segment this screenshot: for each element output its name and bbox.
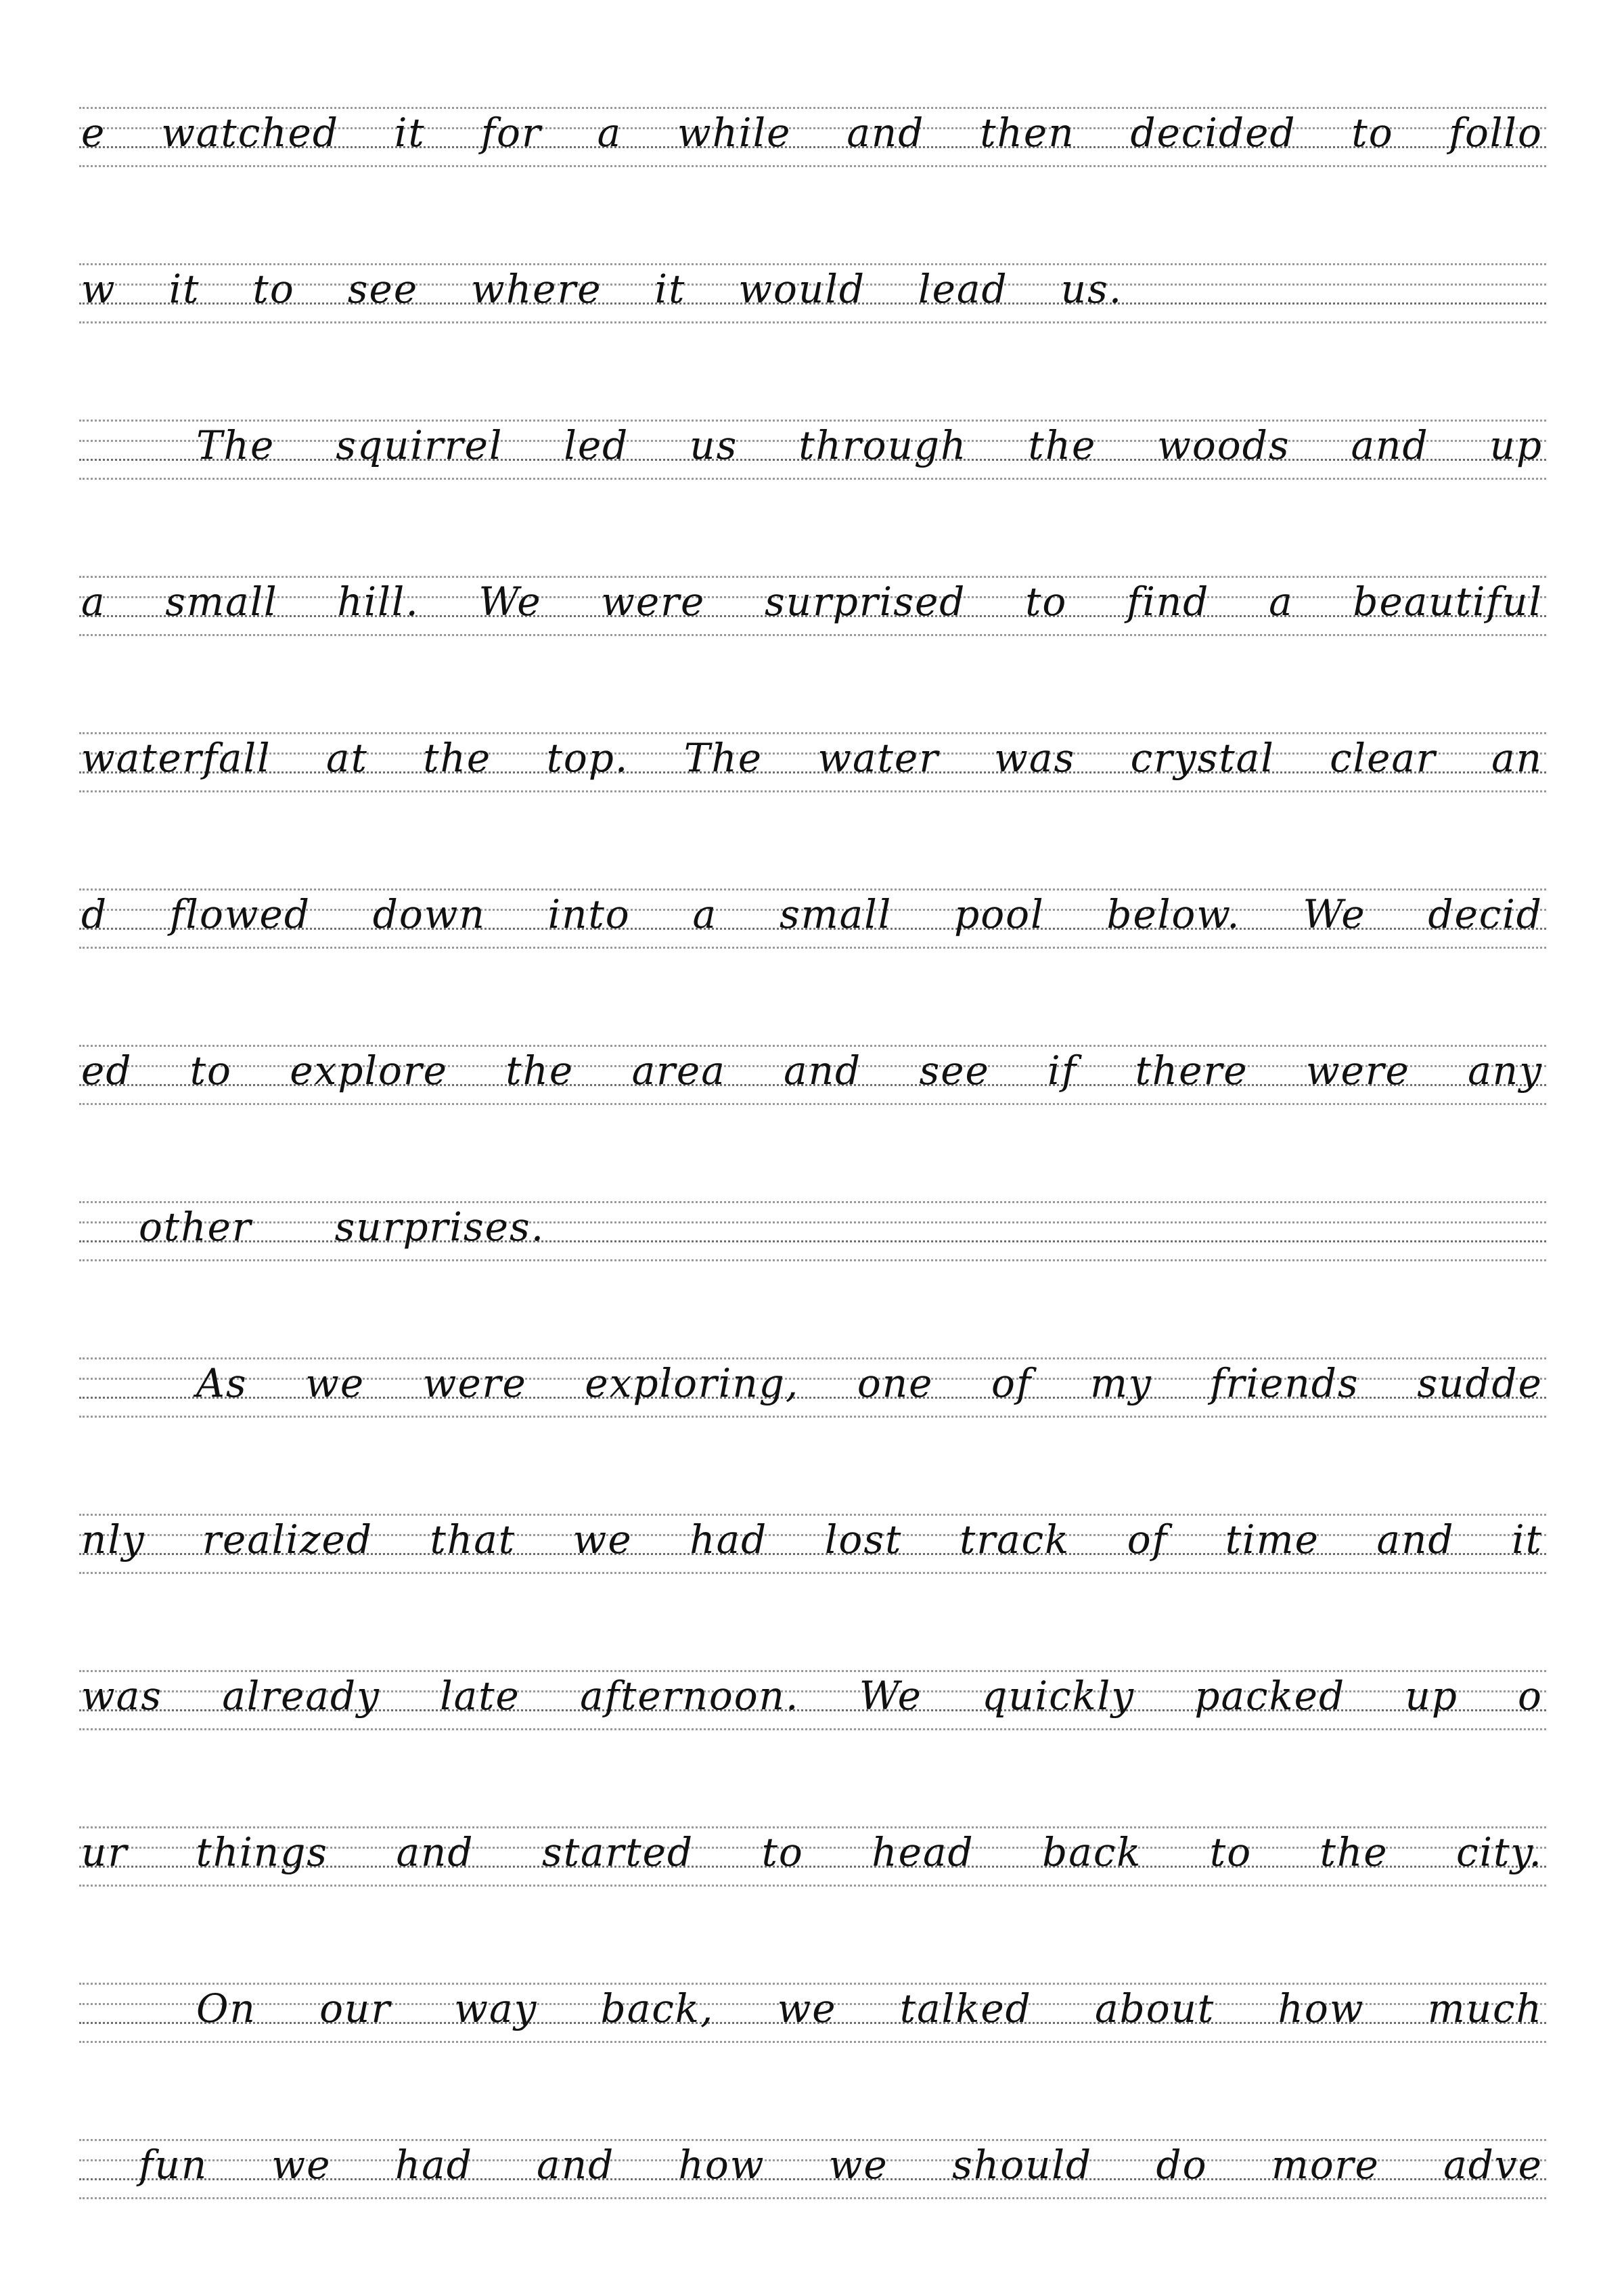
word: it <box>654 266 686 312</box>
word: a <box>1269 579 1294 625</box>
word: We <box>478 579 542 625</box>
guideline <box>79 165 1546 167</box>
word: packed <box>1194 1673 1346 1719</box>
word: water <box>817 735 939 781</box>
word: lost <box>824 1516 903 1562</box>
text-line-1 <box>81 111 1543 154</box>
word: was <box>994 735 1076 781</box>
word: of <box>991 1360 1033 1406</box>
word: do <box>1156 2142 1208 2188</box>
word: our <box>319 1985 392 2031</box>
text-line-4 <box>81 580 1543 623</box>
word: us <box>690 422 738 468</box>
word: clear <box>1330 735 1437 781</box>
word: started <box>541 1829 694 1875</box>
word: we <box>572 1516 633 1562</box>
word: exploring, <box>585 1360 800 1406</box>
word: decided <box>1130 110 1296 156</box>
word: realized <box>202 1516 373 1562</box>
word: surprised <box>764 579 966 625</box>
guideline <box>79 1514 1546 1516</box>
word: we <box>777 1985 837 2031</box>
word: through <box>798 422 968 468</box>
word: talked <box>899 1985 1032 2031</box>
word: at <box>326 735 368 781</box>
word: d <box>81 891 108 937</box>
guideline <box>79 1728 1546 1730</box>
word: hill. <box>337 579 420 625</box>
text-line-12 <box>81 1830 1543 1874</box>
word: were <box>601 579 706 625</box>
word: and <box>847 110 925 156</box>
word: sudde <box>1417 1360 1543 1406</box>
word: were <box>1305 1048 1410 1094</box>
word: there <box>1135 1048 1248 1094</box>
guideline <box>79 790 1546 792</box>
word: pool <box>954 891 1045 937</box>
guideline <box>79 1885 1546 1887</box>
word: it <box>1512 1516 1543 1562</box>
text-line-2 <box>81 267 1543 311</box>
word: we <box>305 1360 365 1406</box>
word: As <box>196 1360 248 1406</box>
word: the <box>1028 422 1097 468</box>
word: that <box>430 1516 516 1562</box>
word: and <box>1376 1516 1455 1562</box>
word: surprises. <box>334 1204 545 1250</box>
word: lead <box>918 266 1008 312</box>
guideline <box>79 1826 1546 1828</box>
word: my <box>1089 1360 1152 1406</box>
word: and <box>396 1829 474 1875</box>
word: o <box>1518 1673 1543 1719</box>
word: fun <box>139 2142 208 2188</box>
word: adve <box>1443 2142 1543 2188</box>
word: beautiful <box>1353 579 1543 625</box>
word: see <box>919 1048 990 1094</box>
guideline <box>79 1045 1546 1047</box>
word: quickly <box>982 1673 1135 1719</box>
guideline <box>79 263 1546 265</box>
word: e <box>81 110 106 156</box>
guideline <box>79 1983 1546 1985</box>
word: crystal <box>1130 735 1275 781</box>
word: decid <box>1428 891 1543 937</box>
word: back <box>1042 1829 1142 1875</box>
word: things <box>196 1829 329 1875</box>
word: follo <box>1449 110 1543 156</box>
word: see <box>347 266 419 312</box>
word: then <box>980 110 1075 156</box>
word: much <box>1427 1985 1543 2031</box>
word: waterfall <box>81 735 271 781</box>
word: one <box>857 1360 934 1406</box>
guideline <box>79 634 1546 636</box>
word: to <box>1025 579 1068 625</box>
word: while <box>677 110 792 156</box>
word: it <box>394 110 426 156</box>
word: the <box>423 735 492 781</box>
guideline <box>79 321 1546 323</box>
word: a <box>597 110 623 156</box>
word: we <box>271 2142 332 2188</box>
word: to <box>761 1829 804 1875</box>
word: more <box>1271 2142 1380 2188</box>
word: late <box>440 1673 520 1719</box>
word: find <box>1126 579 1210 625</box>
word: and <box>1351 422 1429 468</box>
word: watched <box>161 110 340 156</box>
guideline <box>79 1572 1546 1574</box>
word: and <box>537 2142 615 2188</box>
word: below. <box>1106 891 1241 937</box>
word: head <box>872 1829 974 1875</box>
word: already <box>222 1673 380 1719</box>
word: into <box>547 891 631 937</box>
word: small <box>165 579 278 625</box>
word: to <box>252 266 295 312</box>
word: area <box>631 1048 726 1094</box>
word: an <box>1491 735 1543 781</box>
guideline <box>79 420 1546 422</box>
guideline <box>79 1670 1546 1672</box>
word: friends <box>1210 1360 1359 1406</box>
text-line-13 <box>81 1987 1543 2030</box>
word: about <box>1095 1985 1215 2031</box>
word: where <box>471 266 602 312</box>
word: if <box>1047 1048 1078 1094</box>
word: explore <box>290 1048 448 1094</box>
text-line-14 <box>81 2143 1543 2186</box>
word: a <box>81 579 106 625</box>
guideline <box>79 1416 1546 1418</box>
word: flowed <box>169 891 311 937</box>
text-line-3 <box>81 424 1543 467</box>
word: had <box>394 2142 473 2188</box>
word: We <box>1303 891 1366 937</box>
guideline <box>79 1103 1546 1105</box>
word: had <box>690 1516 768 1562</box>
guideline <box>79 732 1546 734</box>
word: a <box>692 891 718 937</box>
word: the <box>505 1048 574 1094</box>
word: ed <box>81 1048 133 1094</box>
guideline <box>79 888 1546 891</box>
word: of <box>1127 1516 1169 1562</box>
word: squirrel <box>336 422 503 468</box>
word: was <box>81 1673 162 1719</box>
guideline <box>79 1201 1546 1203</box>
word: led <box>564 422 629 468</box>
word: down <box>372 891 486 937</box>
text-line-11 <box>81 1674 1543 1717</box>
guideline <box>79 1259 1546 1261</box>
word: how <box>1278 1985 1365 2031</box>
text-line-8 <box>81 1205 1543 1248</box>
word: how <box>678 2142 765 2188</box>
text-line-5 <box>81 736 1543 780</box>
word: and <box>784 1048 862 1094</box>
word: other <box>139 1204 252 1250</box>
word: up <box>1489 422 1543 468</box>
word: time <box>1225 1516 1320 1562</box>
word: should <box>952 2142 1093 2188</box>
word: w <box>81 266 116 312</box>
word: We <box>859 1673 922 1719</box>
word: The <box>196 422 275 468</box>
word: it <box>168 266 200 312</box>
text-line-7 <box>81 1049 1543 1092</box>
word: ur <box>81 1829 129 1875</box>
guideline <box>79 2041 1546 2043</box>
guideline <box>79 2197 1546 2199</box>
word: to <box>1209 1829 1253 1875</box>
guideline <box>79 478 1546 480</box>
guideline <box>79 576 1546 578</box>
word: were <box>422 1360 527 1406</box>
word: to <box>189 1048 232 1094</box>
word: afternoon. <box>580 1673 800 1719</box>
text-line-10 <box>81 1518 1543 1561</box>
word: top. <box>546 735 629 781</box>
word: up <box>1405 1673 1458 1719</box>
word: The <box>683 735 763 781</box>
word: back, <box>600 1985 715 2031</box>
word: us. <box>1060 266 1123 312</box>
word: would <box>738 266 866 312</box>
word: we <box>828 2142 888 2188</box>
guideline <box>79 2139 1546 2141</box>
word: small <box>779 891 893 937</box>
word: way <box>454 1985 538 2031</box>
guideline <box>79 1357 1546 1359</box>
word: any <box>1468 1048 1543 1094</box>
word: nly <box>81 1516 145 1562</box>
text-line-9 <box>81 1361 1543 1405</box>
text-line-6 <box>81 893 1543 936</box>
word: the <box>1320 1829 1389 1875</box>
word: On <box>196 1985 256 2031</box>
word: woods <box>1157 422 1290 468</box>
guideline <box>79 947 1546 949</box>
word: to <box>1351 110 1394 156</box>
guideline <box>79 107 1546 109</box>
word: track <box>959 1516 1070 1562</box>
word: for <box>480 110 542 156</box>
word: city. <box>1456 1829 1543 1875</box>
